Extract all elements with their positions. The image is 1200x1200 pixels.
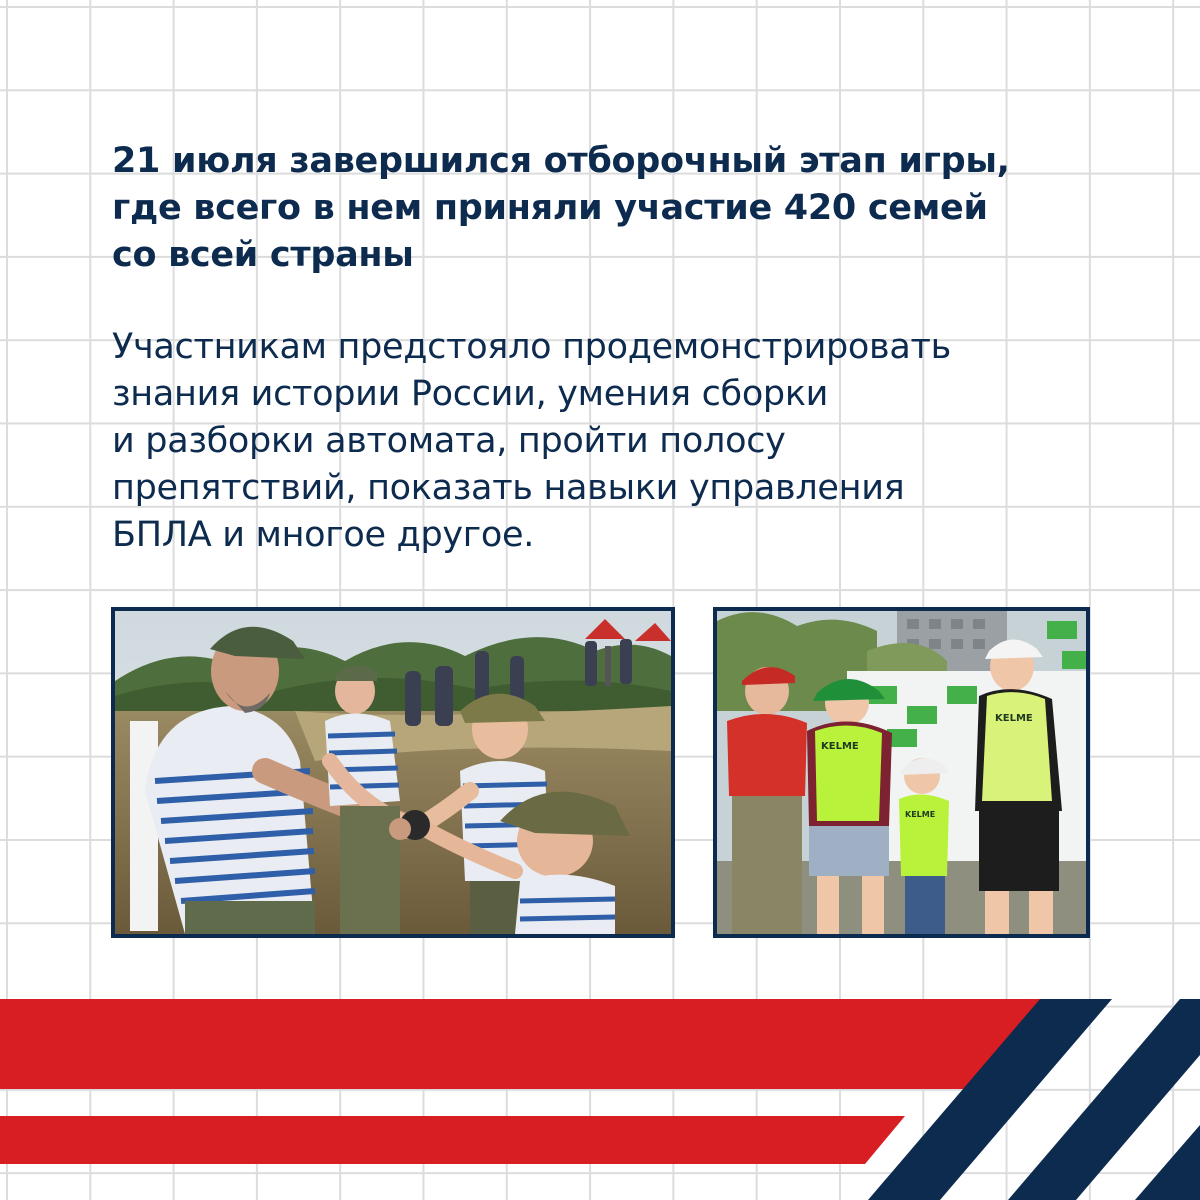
navy-stripe-2	[1135, 1125, 1200, 1200]
text-block	[112, 138, 1072, 555]
red-stripe-bottom	[0, 1116, 905, 1164]
decorative-stripes	[0, 997, 1200, 1200]
red-stripe-top	[0, 999, 1042, 1089]
body-paragraph: Участникам предстояло продемонстрировать знания истории России, умения сборки и разборки автомата, пройти полосу препятствий, показать навыки управления БПЛА и многое другое.	[112, 327, 951, 555]
photo-children-in-vests	[713, 607, 1090, 938]
headline: 21 июля завершился отборочный этап игры, где всего в нем приняли участие 420 семей со всей страны	[112, 141, 1010, 275]
vest-text-2: KELME	[905, 810, 936, 819]
photo-2-illustration	[717, 611, 1086, 934]
vest-text-1: KELME	[821, 741, 859, 752]
photo-families-fist-bump	[111, 607, 675, 938]
vest-text-3: KELME	[995, 713, 1033, 724]
photo-1-illustration	[115, 611, 671, 934]
